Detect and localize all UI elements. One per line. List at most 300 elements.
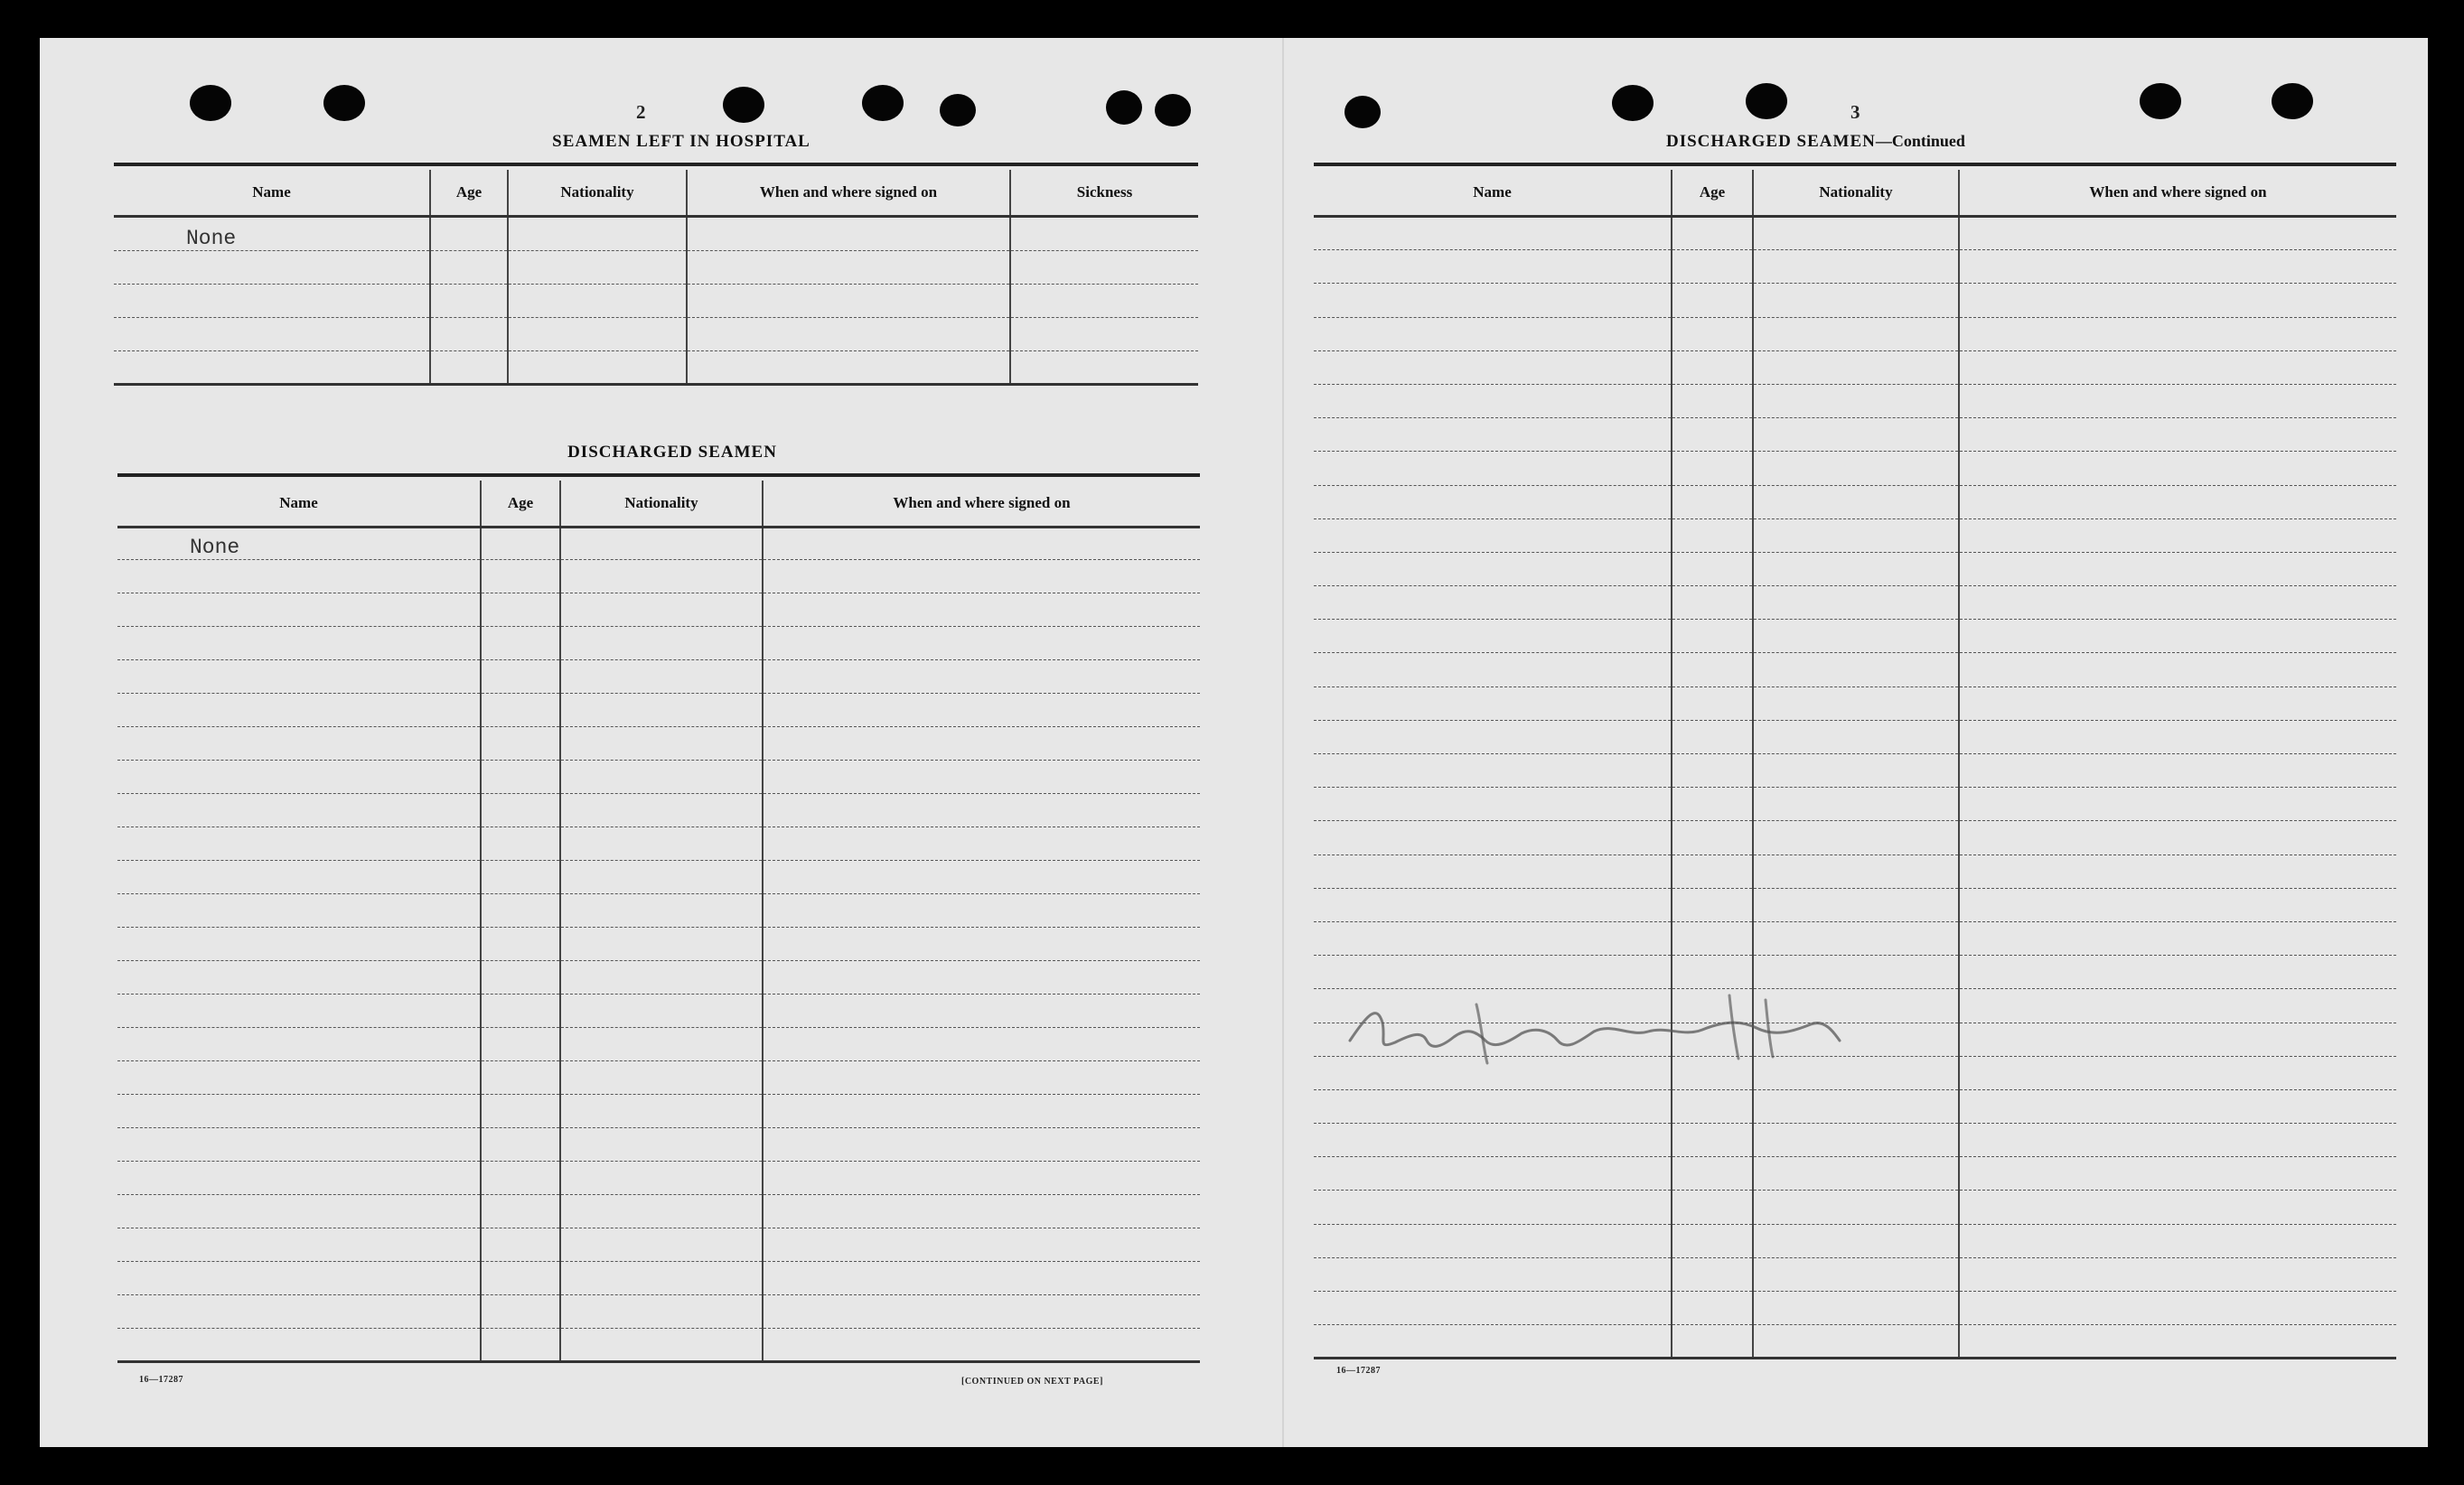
page-number-right: 3 [1850, 101, 1860, 123]
table-cell [560, 593, 763, 627]
table-cell [1672, 485, 1753, 518]
table-cell [1314, 418, 1672, 452]
table-cell [117, 794, 481, 827]
table-cell [117, 827, 481, 861]
table-cell [1753, 1257, 1959, 1291]
table-cell [1672, 1292, 1753, 1325]
table-cell [1753, 754, 1959, 788]
table-cell [1753, 217, 1959, 250]
table-row [1314, 686, 2396, 720]
table-cell [1314, 586, 1672, 620]
punch-hole [1106, 90, 1142, 125]
table-cell [1314, 686, 1672, 720]
table-row [117, 1329, 1200, 1362]
table-cell [1753, 485, 1959, 518]
table-cell [763, 1329, 1200, 1362]
punch-hole [323, 85, 365, 121]
table-cell [1672, 1157, 1753, 1191]
table-cell [481, 894, 560, 928]
table-cell [1959, 1292, 2396, 1325]
table-cell [560, 1028, 763, 1061]
table-cell [560, 727, 763, 761]
table-row [1314, 1191, 2396, 1224]
table-cell [1959, 586, 2396, 620]
table-cell [1314, 855, 1672, 888]
table-cell [1753, 250, 1959, 284]
discharged-section-title: DISCHARGED SEAMEN [567, 443, 777, 462]
table-cell [117, 1262, 481, 1295]
document-sheet [40, 38, 2428, 1447]
continued-note: [CONTINUED ON NEXT PAGE] [961, 1377, 1103, 1387]
table-row [117, 1028, 1200, 1061]
table-cell [1672, 921, 1753, 955]
table-cell [1672, 1191, 1753, 1224]
table-row [1314, 1292, 2396, 1325]
table-cell [1672, 317, 1753, 350]
table-row [117, 1162, 1200, 1195]
table-cell [1753, 1191, 1959, 1224]
table-row [117, 660, 1200, 694]
column-header-name: Name [117, 481, 481, 528]
table-cell [1672, 1089, 1753, 1123]
table-cell [1753, 720, 1959, 753]
table-cell [1314, 452, 1672, 485]
table-cell [1672, 620, 1753, 653]
table-cell [1672, 720, 1753, 753]
table-cell [481, 627, 560, 660]
table-cell [1672, 888, 1753, 921]
table-cell [1314, 217, 1672, 250]
punch-hole [1746, 83, 1787, 119]
column-header-signed-on: When and where signed on [1959, 170, 2396, 217]
table-cell [560, 560, 763, 593]
table-cell [1314, 284, 1672, 317]
table-cell [763, 593, 1200, 627]
table-row [1314, 1325, 2396, 1359]
table-cell [117, 694, 481, 727]
table-cell [1672, 821, 1753, 855]
table-cell [481, 794, 560, 827]
column-header-age: Age [1672, 170, 1753, 217]
table-row [117, 1128, 1200, 1162]
table-cell [1672, 350, 1753, 384]
table-row [117, 694, 1200, 727]
table-cell [1672, 1124, 1753, 1157]
discharged-continued-title-main: DISCHARGED SEAMEN [1666, 132, 1876, 151]
table-cell [763, 894, 1200, 928]
table-cell [1959, 1157, 2396, 1191]
table-cell [1959, 855, 2396, 888]
table-cell [560, 1228, 763, 1262]
column-header-nationality: Nationality [560, 481, 763, 528]
table-cell [1672, 855, 1753, 888]
table-cell [1959, 452, 2396, 485]
table-cell [1753, 284, 1959, 317]
table-cell [481, 827, 560, 861]
table-cell [560, 1061, 763, 1095]
table-cell [481, 861, 560, 894]
table-cell [117, 1295, 481, 1329]
table-row [1314, 754, 2396, 788]
table-row [1314, 1224, 2396, 1257]
table-cell [117, 1128, 481, 1162]
table-cell [1672, 217, 1753, 250]
table-cell [481, 1195, 560, 1228]
table-cell [117, 660, 481, 694]
table-cell [481, 1262, 560, 1295]
table-cell [1959, 284, 2396, 317]
table-row [117, 894, 1200, 928]
table-cell [1314, 1257, 1672, 1291]
table-cell [560, 660, 763, 694]
table-cell [763, 1195, 1200, 1228]
table-cell [117, 894, 481, 928]
table-cell [117, 627, 481, 660]
table-cell [1753, 788, 1959, 821]
table-cell [560, 1329, 763, 1362]
table-row [1314, 552, 2396, 585]
table-cell [481, 694, 560, 727]
table-cell [1959, 518, 2396, 552]
table-cell [1959, 1224, 2396, 1257]
discharged-entry: None [117, 528, 481, 560]
table-cell [1959, 552, 2396, 585]
table-cell [1672, 384, 1753, 417]
table-row [1314, 855, 2396, 888]
table-cell [1314, 620, 1672, 653]
table-cell [117, 593, 481, 627]
table-cell [1314, 485, 1672, 518]
table-cell [1753, 1292, 1959, 1325]
table-cell [1959, 620, 2396, 653]
table-cell [1959, 350, 2396, 384]
table-row [1314, 921, 2396, 955]
table-row [1314, 720, 2396, 753]
punch-hole [190, 85, 231, 121]
table-cell [560, 761, 763, 794]
table-row [117, 560, 1200, 593]
hospital-entry: None [114, 217, 430, 251]
table-cell [1959, 1124, 2396, 1157]
table-cell [1959, 1191, 2396, 1224]
table-cell [481, 593, 560, 627]
table-cell [1314, 1124, 1672, 1157]
hospital-table [114, 170, 1198, 386]
table-row [117, 627, 1200, 660]
table-cell [481, 560, 560, 593]
table-cell [1672, 686, 1753, 720]
table-cell [117, 1228, 481, 1262]
table-cell [117, 961, 481, 995]
table-cell [560, 961, 763, 995]
table-cell [1314, 552, 1672, 585]
table-cell [1672, 250, 1753, 284]
punch-hole [940, 94, 976, 126]
table-row [1314, 384, 2396, 417]
page-fold [1282, 38, 1284, 1447]
column-header-name: Name [1314, 170, 1672, 217]
table-cell [763, 1128, 1200, 1162]
table-cell [560, 1162, 763, 1195]
table-cell [481, 727, 560, 761]
table-cell [560, 627, 763, 660]
table-cell [1314, 1325, 1672, 1359]
table-cell [117, 1028, 481, 1061]
table-cell [1959, 1089, 2396, 1123]
discharged-rule [117, 473, 1200, 477]
table-cell [560, 694, 763, 727]
table-cell [1672, 284, 1753, 317]
table-cell [117, 560, 481, 593]
table-cell [1959, 788, 2396, 821]
table-cell [560, 1295, 763, 1329]
table-cell [1753, 921, 1959, 955]
table-cell [560, 1195, 763, 1228]
table-cell [1753, 418, 1959, 452]
table-cell [1753, 855, 1959, 888]
table-cell [1314, 317, 1672, 350]
table-row [117, 727, 1200, 761]
table-cell [481, 928, 560, 961]
table-row [117, 1228, 1200, 1262]
punch-hole [2140, 83, 2181, 119]
table-row [1314, 250, 2396, 284]
table-row [1314, 1089, 2396, 1123]
table-row [117, 928, 1200, 961]
table-cell [763, 1095, 1200, 1128]
table-cell [1959, 1056, 2396, 1089]
table-cell [1959, 1325, 2396, 1359]
table-cell [1314, 350, 1672, 384]
table-cell [1959, 686, 2396, 720]
table-cell [481, 1061, 560, 1095]
table-cell [481, 1095, 560, 1128]
table-cell [1959, 821, 2396, 855]
table-cell [1314, 754, 1672, 788]
table-cell [763, 961, 1200, 995]
table-cell [481, 995, 560, 1028]
table-cell [1314, 821, 1672, 855]
table-cell [1753, 1224, 1959, 1257]
hospital-rule [114, 163, 1198, 166]
table-cell [1314, 788, 1672, 821]
table-row [1314, 586, 2396, 620]
table-row [1314, 452, 2396, 485]
table-cell [1753, 384, 1959, 417]
discharged-continued-table [1314, 170, 2396, 1359]
table-cell [1314, 518, 1672, 552]
table-cell [481, 660, 560, 694]
table-cell [560, 794, 763, 827]
table-cell [1314, 720, 1672, 753]
table-cell [763, 1162, 1200, 1195]
table-cell [1672, 418, 1753, 452]
table-row [1314, 1157, 2396, 1191]
table-cell [763, 861, 1200, 894]
table-cell [1314, 888, 1672, 921]
table-row [1314, 653, 2396, 686]
table-cell [560, 995, 763, 1028]
column-header-signed-on: When and where signed on [763, 481, 1200, 528]
table-row [1314, 485, 2396, 518]
table-cell [1672, 586, 1753, 620]
punch-hole [1155, 94, 1191, 126]
table-cell [1672, 518, 1753, 552]
table-row [1314, 620, 2396, 653]
discharged-table [117, 481, 1200, 1363]
table-cell [1959, 418, 2396, 452]
table-cell [1959, 1257, 2396, 1291]
table-cell [1753, 1124, 1959, 1157]
punch-hole [1612, 85, 1654, 121]
table-cell [763, 1028, 1200, 1061]
table-row [117, 1195, 1200, 1228]
table-cell [1314, 921, 1672, 955]
table-cell [560, 1095, 763, 1128]
table-cell [481, 1162, 560, 1195]
table-cell [560, 894, 763, 928]
table-cell [763, 1061, 1200, 1095]
table-cell [117, 861, 481, 894]
table-row [117, 761, 1200, 794]
discharged-continued-title [1612, 132, 2299, 152]
table-cell [1959, 888, 2396, 921]
table-cell [481, 1028, 560, 1061]
table-cell [1753, 686, 1959, 720]
table-cell [481, 1329, 560, 1362]
column-header-signed-on: When and where signed on [687, 170, 1010, 217]
table-cell [1753, 317, 1959, 350]
table-row [1314, 1257, 2396, 1291]
table-cell [1959, 317, 2396, 350]
table-cell [1672, 653, 1753, 686]
table-cell [117, 761, 481, 794]
table-row [117, 794, 1200, 827]
table-cell [117, 928, 481, 961]
table-cell [763, 794, 1200, 827]
table-cell [1959, 384, 2396, 417]
table-cell [763, 1262, 1200, 1295]
table-cell [1753, 888, 1959, 921]
table-cell [1672, 754, 1753, 788]
hospital-section-title: SEAMEN LEFT IN HOSPITAL [552, 132, 810, 151]
table-cell [1959, 653, 2396, 686]
table-cell [763, 995, 1200, 1028]
table-cell [117, 1095, 481, 1128]
table-cell [1672, 452, 1753, 485]
column-header-age: Age [481, 481, 560, 528]
table-cell [763, 560, 1200, 593]
column-header-name: Name [114, 170, 430, 217]
table-cell [1959, 250, 2396, 284]
table-cell [1753, 1089, 1959, 1123]
table-cell [117, 995, 481, 1028]
table-row [117, 961, 1200, 995]
table-cell [763, 827, 1200, 861]
table-cell [560, 827, 763, 861]
table-row [1314, 788, 2396, 821]
punch-hole [862, 85, 904, 121]
column-header-nationality: Nationality [1753, 170, 1959, 217]
column-header-age: Age [430, 170, 508, 217]
form-number-left: 16—17287 [139, 1375, 183, 1385]
punch-hole [1344, 96, 1381, 128]
table-cell [1959, 989, 2396, 1023]
table-cell [1672, 1257, 1753, 1291]
table-cell [1314, 250, 1672, 284]
table-row [1314, 350, 2396, 384]
table-cell [1753, 620, 1959, 653]
table-cell [117, 1061, 481, 1095]
table-row [1314, 821, 2396, 855]
discharged-continued-rule [1314, 163, 2396, 166]
table-cell [117, 1329, 481, 1362]
punch-hole [2272, 83, 2313, 119]
bleed-through-signature [1341, 977, 1847, 1077]
table-row [117, 861, 1200, 894]
table-cell [1959, 956, 2396, 989]
table-cell [481, 1228, 560, 1262]
table-cell [1314, 653, 1672, 686]
table-row [1314, 418, 2396, 452]
table-cell [1753, 350, 1959, 384]
table-cell [1753, 821, 1959, 855]
table-row [117, 1295, 1200, 1329]
table-cell [1959, 485, 2396, 518]
table-cell [763, 694, 1200, 727]
table-cell [763, 727, 1200, 761]
table-cell [117, 727, 481, 761]
table-cell [1959, 754, 2396, 788]
table-cell [481, 1295, 560, 1329]
table-cell [1753, 586, 1959, 620]
column-header-nationality: Nationality [508, 170, 687, 217]
table-cell [1672, 1325, 1753, 1359]
table-cell [1314, 1292, 1672, 1325]
table-cell [117, 1162, 481, 1195]
table-cell [1753, 653, 1959, 686]
table-cell [763, 761, 1200, 794]
table-cell [1753, 1325, 1959, 1359]
table-row [1314, 317, 2396, 350]
page-number-left: 2 [636, 101, 646, 123]
form-number-right: 16—17287 [1336, 1366, 1381, 1376]
table-cell [560, 861, 763, 894]
table-cell [117, 1195, 481, 1228]
table-cell [763, 1228, 1200, 1262]
table-cell [1959, 921, 2396, 955]
table-cell [1314, 1224, 1672, 1257]
table-cell [763, 1295, 1200, 1329]
table-cell [1753, 518, 1959, 552]
table-cell [763, 928, 1200, 961]
table-row [1314, 518, 2396, 552]
table-cell [763, 627, 1200, 660]
table-cell [1959, 217, 2396, 250]
table-cell [481, 761, 560, 794]
table-cell [1314, 384, 1672, 417]
table-cell [1753, 1157, 1959, 1191]
table-row [1314, 217, 2396, 250]
table-cell [481, 1128, 560, 1162]
table-cell [481, 961, 560, 995]
table-row [117, 1262, 1200, 1295]
table-cell [1314, 1089, 1672, 1123]
table-cell [1672, 1224, 1753, 1257]
column-header-sickness: Sickness [1010, 170, 1198, 217]
table-row [1314, 284, 2396, 317]
table-cell [560, 1128, 763, 1162]
